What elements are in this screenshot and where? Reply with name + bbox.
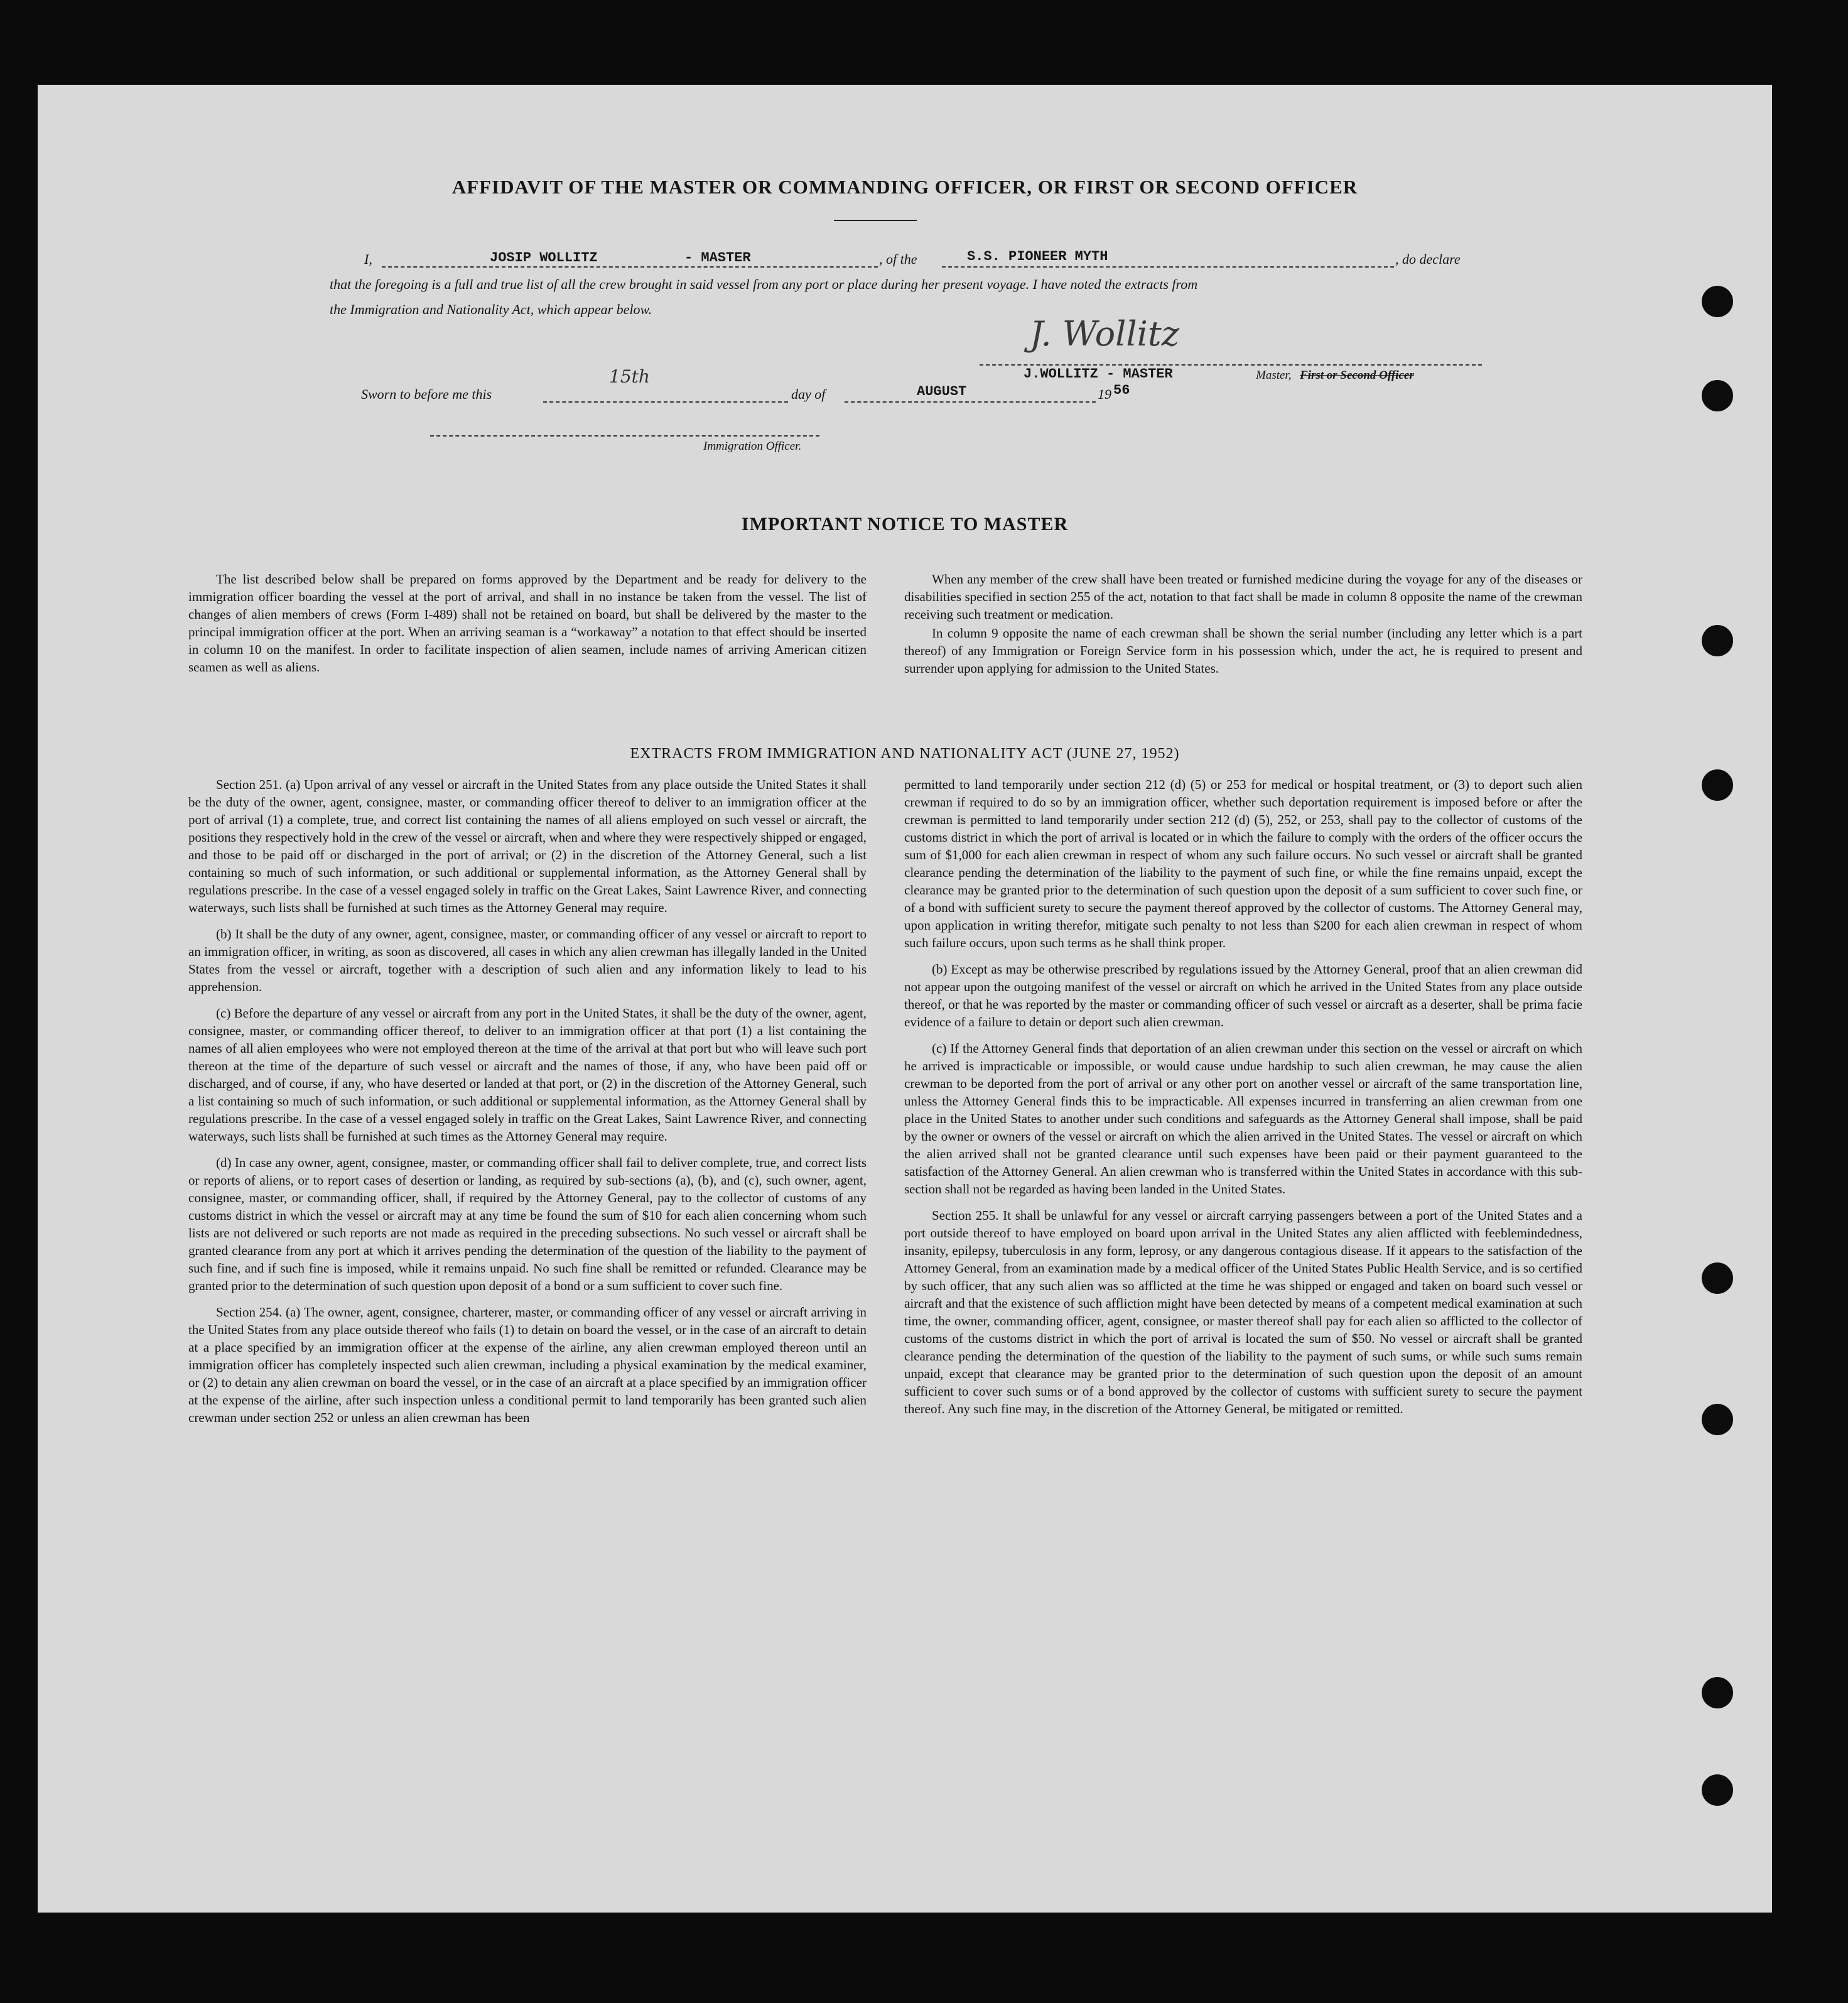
month-line	[845, 401, 1096, 403]
extract-paragraph: (c) Before the departure of any vessel or aircraft from any port in the United States, it shall be the duty of the owner, agent, consignee, master, or commanding officer thereof, to deliver to an immigration officer at that port (1) a list containing the names of all alien employees who were not employed thereon at the time of the arrival at that port but who will leave such port thereon at the time of the departure of such vessel or aircraft and the names of those, if any, who have been paid off or discharged, and of course, if any, who have deserted or landed at that port, or (2) in the discretion of the Attorney General, such a list containing so much of such information, or such additional or supplemental information, as the Attorney General shall by regulations prescribe. In the case of a vessel engaged solely in traffic on the Great Lakes, Saint Lawrence River, and connecting waterways, such lists shall be furnished at such times as the Attorney General may require.	[188, 1006, 867, 1144]
notice-left-column	[188, 570, 867, 685]
extract-paragraph: Section 254. (a) The owner, agent, consignee, charterer, master, or commanding officer of any vessel or aircraft arriving in the United States from any place outside thereof who fails (1) to detain on board the vessel, or in the case of an aircraft to detain at a place specified by an immigration officer at the expense of the airline, any alien crewman employed thereon until an immigration officer has completely inspected such alien crewman, including a physical examination by the medical examiner, or (2) to detain any alien crewman on board the vessel, or in the case of an aircraft at a place specified by an immigration officer at the expense of the airline, after such inspection unless a conditional permit to land temporarily has been granted such alien crewman under section 252 or unless an alien crewman has been	[188, 1305, 867, 1425]
declaration-line-1: that the foregoing is a full and true list of all the crew brought in said vessel from any port or place during her present voyage. I have noted the extracts from	[330, 276, 1198, 292]
day-line	[543, 401, 788, 403]
month-typed: AUGUST	[917, 384, 967, 399]
affidavit-title: AFFIDAVIT OF THE MASTER OR COMMANDING OFFICER, OR FIRST OR SECOND OFFICER	[451, 176, 1358, 198]
i-label: I,	[364, 251, 372, 267]
title-rule	[834, 220, 917, 221]
of-the-label: , of the	[879, 251, 917, 267]
immigration-officer-label: Immigration Officer.	[703, 440, 802, 453]
extracts-title: EXTRACTS FROM IMMIGRATION AND NATIONALITY ACT (JUNE 27, 1952)	[630, 746, 1180, 762]
signature-line	[980, 364, 1482, 366]
punch-hole	[1702, 1677, 1733, 1708]
master-name-typed: JOSIP WOLLITZ	[490, 250, 598, 266]
do-declare-label: , do declare	[1395, 251, 1461, 267]
year-typed: 56	[1113, 383, 1130, 398]
officer-signature-line	[430, 435, 819, 437]
master-label: Master,	[1256, 369, 1292, 382]
vessel-name-typed: S.S. PIONEER MYTH	[967, 249, 1108, 264]
punch-hole	[1702, 625, 1733, 656]
day-handwritten: 15th	[609, 366, 650, 387]
day-of-label: day of	[791, 386, 826, 402]
extracts-right-column	[904, 776, 1582, 1426]
extract-paragraph: (b) Except as may be otherwise prescribed by regulations issued by the Attorney General, proof that an alien crewman did not appear upon the outgoing manifest of the vessel or aircraft on which he arrived in the United States from any place outside thereof, or that he was reported by the master or commanding officer of such vessel or aircraft as a deserter, shall be prima facie evidence of a failure to detain or deport such alien crewman.	[904, 962, 1582, 1029]
punch-hole	[1702, 769, 1733, 801]
notice-title: IMPORTANT NOTICE TO MASTER	[741, 514, 1069, 535]
extract-paragraph: (d) In case any owner, agent, consignee, master, or commanding officer shall fail to deliver complete, true, and correct lists or reports of aliens, or to report cases of desertion or landing, as required by sub-sections (a), (b), and (c), such owner, agent, consignee, master, or commanding officer, shall, if required by the Attorney General, pay to the collector of customs of any customs district in which the vessel or aircraft may at any time be found the sum of $10 for each alien concerning whom such lists are not delivered or such reports are not made as required in the preceding subsections. No such vessel or aircraft shall be granted clearance from any port at which it arrives pending the determination of the question of the liability to the payment of such fine, and if such fine is imposed, while it remains unpaid. No such fine shall be remitted or refunded. Clearance may be granted prior to the determination of such question upon deposit of a bond or a sum sufficient to cover such fine.	[188, 1155, 867, 1293]
document-page	[38, 85, 1772, 1913]
punch-hole	[1702, 1404, 1733, 1435]
sworn-label: Sworn to before me this	[361, 386, 492, 402]
extract-paragraph: (c) If the Attorney General finds that deportation of an alien crewman under this section on the vessel or aircraft on which he arrived is impracticable or impossible, or would cause undue hardship to such alien crewman, he may cause the alien crewman to be deported from the port of arrival or any other port on another vessel or aircraft of the same transportation line, unless the Attorney General finds this to be impracticable. All expenses incurred in transferring an alien crewman from one place in the United States to another under such conditions and safeguards as the Attorney General shall impose, shall be paid by the owner or owners of the vessel or aircraft on which the alien arrived in the United States. The vessel or aircraft on which the alien arrived shall not be granted clearance until such expenses have been paid or their payment guaranteed to the satisfaction of the Attorney General. An alien crewman who is transferred within the United States in accordance with this sub-section shall not be regarded as having been landed in the United States.	[904, 1041, 1582, 1197]
vessel-line	[942, 266, 1394, 268]
master-rank-typed: - MASTER	[684, 250, 751, 266]
extract-paragraph: (b) It shall be the duty of any owner, agent, consignee, master, or commanding officer of any vessel or aircraft to report to an immigration officer, in writing, as soon as discovered, all cases in which any alien crewman has illegally landed in the United States from the vessel or aircraft, together with a description of such alien and any information likely to lead to his apprehension.	[188, 926, 867, 994]
punch-hole	[1702, 1262, 1733, 1294]
notice-paragraph: When any member of the crew shall have been treated or furnished medicine during the voyage for any of the diseases or disabilities specified in section 255 of the act, notation to that fact shall be made in column 8 opposite the name of the crewman receiving such treatment or medication.	[904, 572, 1582, 622]
officer-label-struck: First or Second Officer	[1300, 369, 1414, 382]
year-prefix: 19	[1098, 386, 1111, 402]
extract-paragraph: Section 255. It shall be unlawful for any vessel or aircraft carrying passengers between a port of the United States and a port outside thereof to have employed on board upon arrival in the United States any alien afflicted with feeblemindedness, insanity, epilepsy, tuberculosis in any form, leprosy, or any dangerous contagious disease. If it appears to the satisfaction of the Attorney General, from an examination made by a medical officer of the United States Public Health Service, and is so certified by such officer, that any such alien was so afflicted at the time he was shipped or engaged and taken on board such vessel or aircraft and that the existence of such affliction might have been detected by means of a competent medical examination at such time, the owner, commanding officer, agent, consignee, or master thereof shall pay for each alien so afflicted to the collector of customs of the customs district in which the port of arrival is located the sum of $50. No vessel or aircraft shall be granted clearance pending the determination of the question of the liability to the payment of such sums, or while such sums remain unpaid, except that clearance may be granted prior to the determination of such question upon the deposit of an amount sufficient to cover such sums or of a bond approved by the collector of customs with sufficient surety to secure the payment thereof. Any such fine may, in the discretion of the Attorney General, be mitigated or remitted.	[904, 1208, 1582, 1416]
extracts-left-column	[188, 776, 867, 1435]
punch-hole	[1702, 380, 1733, 411]
notice-paragraph: In column 9 opposite the name of each crewman shall be shown the serial number (including any letter which is a part thereof) of any Immigration or Foreign Service form in his possession which, under the act, he is required to present and surrender upon applying for admission to the United States.	[904, 626, 1582, 676]
extract-paragraph: permitted to land temporarily under section 212 (d) (5) or 253 for medical or hospital treatment, or (3) to deport such alien crewman if required to do so by an immigration officer, whether such deportation requirement is imposed before or after the crewman is permitted to land temporarily under section 212 (d) (5), 252, or 253, shall pay to the collector of customs of the customs district in which the port of arrival is located or in which the failure to comply with the orders of the officer occurs the sum of $1,000 for each alien crewman in respect of whom any such failure occurs. No such vessel or aircraft shall be granted clearance pending the determination of the liability to the payment of such fine, or while the fine remains unpaid, except the clearance may be granted prior to the determination of such question upon the deposit of a sum sufficient to cover such fine, or of a bond with sufficient surety to secure the payment thereof approved by the collector of customs. The Attorney General may, upon application in writing therefor, mitigate such penalty to not less than $200 for each alien crewman in respect of whom such failure occurs, upon such terms as he shall think proper.	[904, 777, 1582, 950]
signer-name-typed: J.WOLLITZ - MASTER	[1024, 366, 1173, 382]
extract-paragraph: Section 251. (a) Upon arrival of any vessel or aircraft in the United States from any place outside the United States it shall be the duty of the owner, agent, consignee, master, or commanding officer thereof to deliver to an immigration officer at the port of arrival (1) a complete, true, and correct list containing the names of all aliens employed on such vessel or aircraft, the positions they respectively hold in the crew of the vessel or aircraft, when and where they were respectively shipped or engaged, and those to be paid off or discharged in the port of arrival; or (2) in the discretion of the Attorney General, such a list containing so much of such information, or such additional or supplemental information, as the Attorney General shall by regulations prescribe. In the case of a vessel engaged solely in traffic on the Great Lakes, Saint Lawrence River, and connecting waterways, such lists shall be furnished at such times as the Attorney General may require.	[188, 777, 867, 915]
name-line	[382, 266, 878, 268]
notice-right-column	[904, 570, 1582, 686]
punch-hole	[1702, 1774, 1733, 1806]
notice-paragraph: The list described below shall be prepared on forms approved by the Department and be ready for delivery to the immigration officer boarding the vessel at the port of arrival, and shall in no instance be taken from the vessel. The list of changes of alien members of crews (Form I-489) shall not be retained on board, but shall be delivered by the master to the principal immigration officer at the port. When an arriving seaman is a “workaway” a notation to that effect should be inserted in column 10 on the manifest. In order to facilitate inspection of alien seamen, include names of arriving American citizen seamen as well as aliens.	[188, 572, 867, 675]
punch-hole	[1702, 286, 1733, 317]
master-signature: J. Wollitz	[1030, 314, 1180, 354]
declaration-line-2: the Immigration and Nationality Act, which appear below.	[330, 301, 652, 317]
